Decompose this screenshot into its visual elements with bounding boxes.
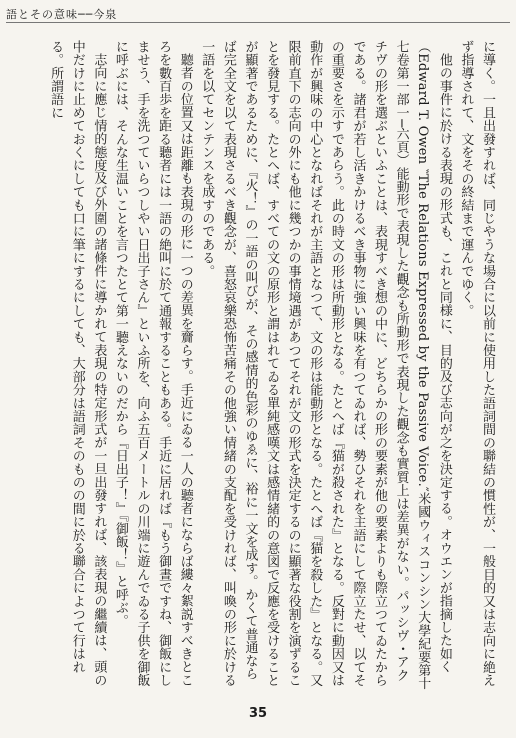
page-number: 35 (248, 706, 268, 721)
paragraph-2: 他の事件に於ける表現の形式も、これと同様に、目的及び志向が之を決定する。オウエンが指摘した如く（Edward T. Owen ‶The Relations Expressed by the Passive Voice.″米國ウィスコンシン大學紀要第十七卷第一部一─六頁）能動形で表現した觀念も所動形で表現した觀念も實質上は差異がない。パッシヴ・アクチヴの形を選ぶといふことは、表現すべき想の中に、どちらかの形の要素が他の要素よりも際立つてゐたからである。諸君が若し活きかけるべき事物に強い興味を有つてゐれば、勢ひそれを主語にして際立たせ、以てその重要さを示すであらう。此の時文の形は所動形となる。たとへば『猫が殺された』となる。反對に動因又は動作が興味の中心となればそれが主語となつて、文の形は能動形となる。たとへば『猫を殺した』となる。又限前直下の志向の外にも他に幾つかの事情境遇があつてそれが文の形式を決定するのに顯著な役割を演ずることを發見する。たとへば、すべての文の原形と謂はれてゐる單純感嘆文は感情緒的の意図で反應を受けることが顯著であるために、『火！』の一語の叫びが、その感情的色彩のゆゑに、裕に一文を成す。かくて普通ならば完全文を以て表現さるべき觀念が、喜怒哀樂恐怖苦痛その他強い情緒の支配を受ければ、叫喚の形に於ける一語を以てセンテンスを成すのである。 (199, 40, 452, 690)
paragraph-3: 聽者の位置又は距離も表現の形に一つの差異を齎らす。手近にゐる一人の聽者にならば縷々絮説すべきところを數百歩を距る聽者には一語の絶叫に於て通報することもある。手近に居れば『もう御晝ですね、御飯にしませう、手を洗つていらつしやい日出子さん』といふ所を、向ふ五百メートルの川端に遊んでゐる子供を御飯に呼ぶには、そんな生温いことを言つたとて第一聽えないのだから『日出子！』『御飯！』と呼ぶ。 (112, 40, 193, 687)
paragraph-1: に導く。一且出發すれば、同じやうな場合に以前に使用した語詞間の聯結の慣性が、一般目的又は志向に絶えず指導されて、文をその終結まで運んでゆく。 (458, 40, 495, 687)
paragraph-4: 志向に應じ情的態度及び外圍の諸條件に導かれて表現の特定形式が一旦出發すれば、該表現の繼續は、頭の中だけに止めておくにしても口に筆にするにしても、大部分は語詞そのものの間に於る聯合によつて行はれる。所謂語に (48, 40, 107, 687)
vertical-body-text (12, 40, 498, 690)
header-rule (6, 22, 510, 23)
running-header: 語とその意味──今泉 (6, 8, 118, 21)
